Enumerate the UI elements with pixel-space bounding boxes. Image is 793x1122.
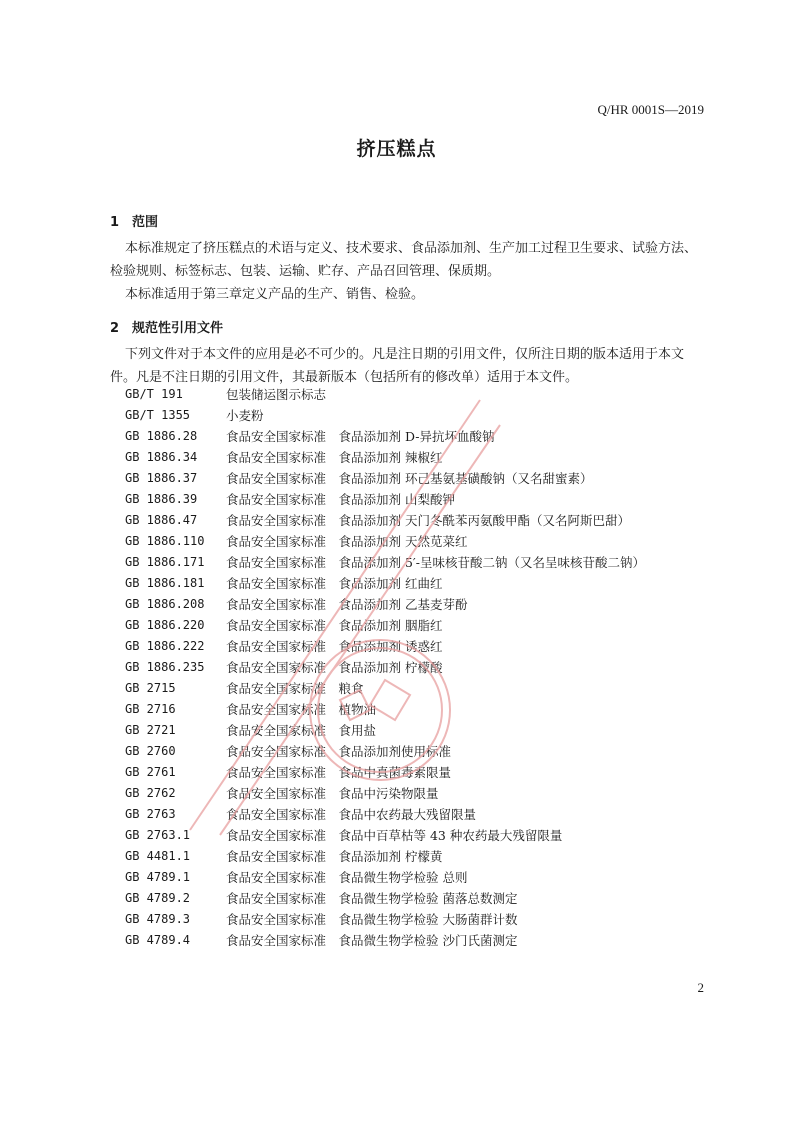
- reference-row: [125, 720, 725, 741]
- reference-name: 食品安全国家标准 食品添加剂 柠檬黄: [226, 849, 443, 864]
- reference-row: [125, 447, 725, 468]
- reference-name: 食品安全国家标准 植物油: [226, 702, 377, 717]
- section-number: 2: [110, 321, 120, 336]
- reference-row: [125, 867, 725, 888]
- reference-code: GB 2715: [125, 681, 176, 695]
- reference-code: GB 1886.208: [125, 597, 205, 611]
- reference-code: GB/T 191: [125, 387, 183, 401]
- reference-name: 食品安全国家标准 食品微生物学检验 沙门氏菌测定: [226, 933, 518, 948]
- reference-row: [125, 426, 725, 447]
- reference-name: 食品安全国家标准 食品中百草枯等 43 种农药最大残留限量: [226, 828, 563, 843]
- reference-name: 食品安全国家标准 食品添加剂 5′-呈味核苷酸二钠（又名呈味核苷酸二钠）: [226, 555, 645, 570]
- reference-row: [125, 762, 725, 783]
- reference-code: GB 2763.1: [125, 828, 191, 842]
- reference-row: [125, 552, 725, 573]
- reference-row: [125, 405, 725, 426]
- reference-row: [125, 489, 725, 510]
- reference-row: [125, 804, 725, 825]
- reference-name: 食品安全国家标准 食品添加剂 环己基氨基磺酸钠（又名甜蜜素）: [226, 471, 593, 486]
- reference-code: GB 2721: [125, 723, 176, 737]
- reference-row: [125, 384, 725, 405]
- reference-name: 食品安全国家标准 食品添加剂 D-异抗坏血酸钠: [226, 429, 495, 444]
- reference-row: [125, 657, 725, 678]
- reference-name: 食品安全国家标准 食品添加剂 天门冬酰苯丙氨酸甲酯（又名阿斯巴甜）: [226, 513, 630, 528]
- reference-name: 食品安全国家标准 食用盐: [226, 723, 377, 738]
- section-heading-references: [110, 317, 223, 336]
- reference-code: GB 1886.28: [125, 429, 198, 443]
- reference-code: GB 2762: [125, 786, 176, 800]
- reference-code: GB 4789.1: [125, 870, 191, 884]
- section-title: 范围: [132, 215, 159, 230]
- reference-name: 食品安全国家标准 食品添加剂 诱惑红: [226, 639, 443, 654]
- reference-name: 食品安全国家标准 食品微生物学检验 菌落总数测定: [226, 891, 518, 906]
- reference-row: [125, 636, 725, 657]
- reference-code: GB 1886.37: [125, 471, 198, 485]
- section-title: 规范性引用文件: [132, 321, 224, 336]
- section-heading-scope: [110, 211, 158, 230]
- reference-name: 食品安全国家标准 食品微生物学检验 总则: [226, 870, 468, 885]
- reference-name: 食品安全国家标准 食品中真菌毒素限量: [226, 765, 452, 780]
- reference-row: [125, 615, 725, 636]
- reference-row: [125, 825, 725, 846]
- reference-row: [125, 573, 725, 594]
- reference-name: 食品安全国家标准 食品微生物学检验 大肠菌群计数: [226, 912, 518, 927]
- reference-row: [125, 699, 725, 720]
- reference-code: GB 4789.2: [125, 891, 191, 905]
- reference-code: GB 4481.1: [125, 849, 191, 863]
- reference-name: 包装储运图示标志: [226, 387, 327, 402]
- reference-row: [125, 678, 725, 699]
- reference-name: 食品安全国家标准 食品添加剂 山梨酸钾: [226, 492, 455, 507]
- reference-name: 食品安全国家标准 食品添加剂 红曲红: [226, 576, 443, 591]
- reference-row: [125, 741, 725, 762]
- reference-name: 食品安全国家标准 粮食: [226, 681, 364, 696]
- reference-row: [125, 468, 725, 489]
- reference-code: GB 1886.34: [125, 450, 198, 464]
- reference-name: 食品安全国家标准 食品添加剂 柠檬酸: [226, 660, 443, 675]
- reference-name: 食品安全国家标准 食品添加剂 胭脂红: [226, 618, 443, 633]
- reference-name: 食品安全国家标准 食品添加剂 乙基麦芽酚: [226, 597, 468, 612]
- reference-name: 食品安全国家标准 食品中污染物限量: [226, 786, 439, 801]
- document-code: Q/HR 0001S—2019: [597, 102, 704, 117]
- reference-code: GB 2760: [125, 744, 176, 758]
- reference-code: GB 1886.220: [125, 618, 205, 632]
- reference-row: [125, 783, 725, 804]
- scope-paragraph-1: 本标准规定了挤压糕点的术语与定义、技术要求、食品添加剂、生产加工过程卫生要求、试验方法、检验规则、标签标志、包装、运输、贮存、产品召回管理、保质期。: [110, 241, 698, 279]
- reference-name: 食品安全国家标准 食品添加剂使用标准: [226, 744, 452, 759]
- reference-code: GB 4789.4: [125, 933, 191, 947]
- reference-row: [125, 594, 725, 615]
- page-number: 2: [697, 980, 704, 995]
- reference-code: GB 4789.3: [125, 912, 191, 926]
- reference-code: GB 2763: [125, 807, 176, 821]
- reference-code: GB 2761: [125, 765, 176, 779]
- references-intro-paragraph: 下列文件对于本文件的应用是必不可少的。凡是注日期的引用文件，仅所注日期的版本适用于本文件。凡是不注日期的引用文件，其最新版本（包括所有的修改单）适用于本文件。: [110, 347, 685, 385]
- reference-list: [125, 384, 725, 951]
- reference-code: GB 1886.110: [125, 534, 205, 548]
- reference-code: GB 1886.222: [125, 639, 205, 653]
- reference-code: GB 1886.171: [125, 555, 205, 569]
- reference-name: 食品安全国家标准 食品中农药最大残留限量: [226, 807, 477, 822]
- reference-name: 食品安全国家标准 食品添加剂 辣椒红: [226, 450, 443, 465]
- scope-paragraph-2: 本标准适用于第三章定义产品的生产、销售、检验。: [125, 287, 425, 302]
- reference-code: GB 1886.181: [125, 576, 205, 590]
- document-title: 挤压糕点: [356, 138, 437, 160]
- reference-row: [125, 531, 725, 552]
- reference-code: GB/T 1355: [125, 408, 191, 422]
- reference-name: 食品安全国家标准 食品添加剂 天然苋菜红: [226, 534, 468, 549]
- section-number: 1: [110, 215, 120, 230]
- reference-name: 小麦粉: [226, 408, 264, 423]
- reference-code: GB 1886.235: [125, 660, 205, 674]
- reference-row: [125, 930, 725, 951]
- reference-row: [125, 888, 725, 909]
- reference-code: GB 1886.47: [125, 513, 198, 527]
- reference-row: [125, 846, 725, 867]
- reference-code: GB 2716: [125, 702, 176, 716]
- reference-code: GB 1886.39: [125, 492, 198, 506]
- reference-row: [125, 909, 725, 930]
- reference-row: [125, 510, 725, 531]
